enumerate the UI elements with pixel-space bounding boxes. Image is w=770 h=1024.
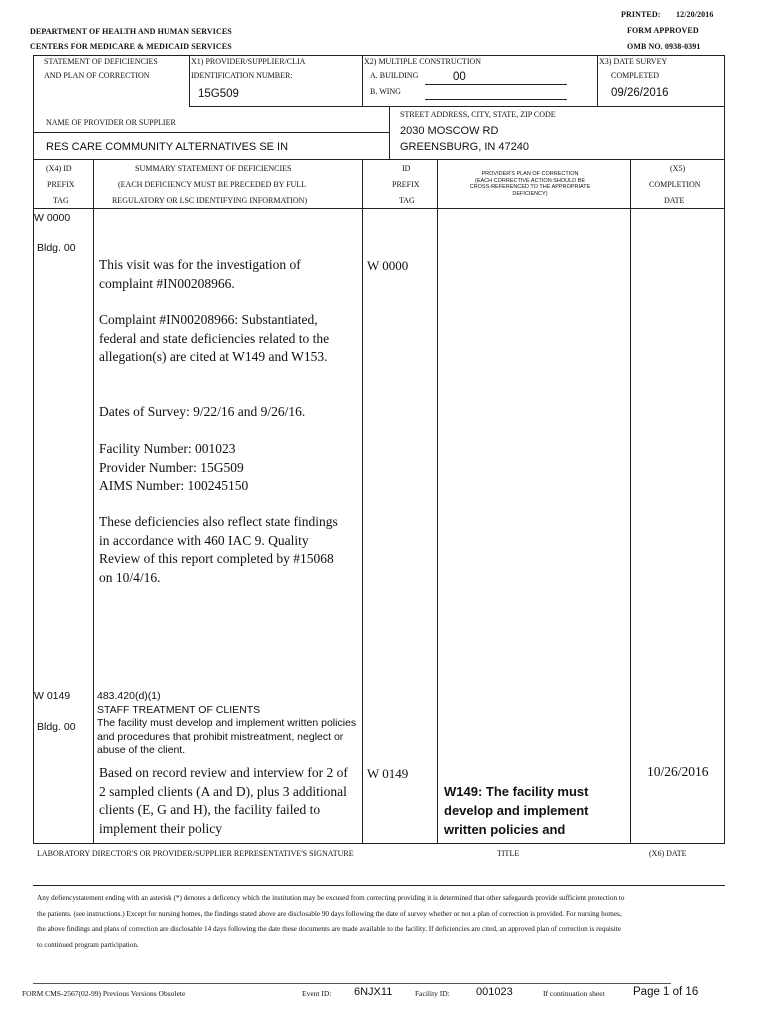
col-date: DATE <box>664 196 685 205</box>
identification-label: IDENTIFICATION NUMBER: <box>191 71 293 80</box>
col-id-tag: TAG <box>399 196 415 205</box>
wing-label: B. WING <box>370 87 401 96</box>
completed-label: COMPLETED <box>611 71 659 80</box>
col-id: ID <box>402 164 411 173</box>
paragraph-record-review: Based on record review and interview for 2 of 2 sampled clients (A and D), plus 3 additional clients (E, G and H), the facility failed to implement their policy <box>99 765 348 836</box>
event-id-value: 6NJX11 <box>354 986 393 998</box>
id-w0000: W 0000 <box>367 258 409 273</box>
director-signature-label: LABORATORY DIRECTOR'S OR PROVIDER/SUPPLIER REPRESENTATIVE'S SIGNATURE <box>37 849 354 858</box>
plan-of-correction-text: W149: The facility must develop and implement written policies and <box>444 784 589 837</box>
paragraph-visit: This visit was for the investigation of complaint #IN00208966. <box>99 257 301 291</box>
date-survey-value: 09/26/2016 <box>611 87 669 99</box>
provider-id-label: X1) PROVIDER/SUPPLIER/CLIA <box>191 57 306 66</box>
date-survey-label: X3) DATE SURVEY <box>599 57 668 66</box>
x6-date-label: (X6) DATE <box>649 849 687 858</box>
provider-name-label: NAME OF PROVIDER OR SUPPLIER <box>46 118 176 127</box>
regulation-block: 483.420(d)(1) STAFF TREATMENT OF CLIENTS The facility must develop and implement written policies and procedures that prohibit mistreatment, neglect or abuse of the client. <box>97 690 357 756</box>
bldg-label-2: Bldg. 00 <box>37 721 76 733</box>
building-value: 00 <box>453 71 466 83</box>
disclosure-footnote: Any defiencystatement ending with an asterisk (*) denotes a deficency which the institution may be excused from correcting providing it is determined that other safegaurds provide sufficient protection to the patients. (see instructions.) Except for nursing homes, the findings stated above are disclosable 90 days following the date of survey whether or not a plan of correction is provided. For nursing homes, the above findings and plans of correction are disclosable 14 days following the date these documents are made available to the facility. If deficiencies are cited, an approved plan of correction is requisite to continued program participation. <box>37 894 625 949</box>
col-id-prefix: PREFIX <box>392 180 420 189</box>
form-identifier: FORM CMS-2567(02-99) Previous Versions Obsolete <box>22 989 186 998</box>
multiple-construction-label: X2) MULTIPLE CONSTRUCTION <box>364 57 482 66</box>
col-plan-heading: PROVIDER'S PLAN OF CORRECTION (EACH CORRECTIVE ACTION SHOULD BE CROSS-REFERENCED TO THE APPROPRIATE DEFICIENCY) <box>469 171 591 197</box>
department-name: DEPARTMENT OF HEALTH AND HUMAN SERVICES <box>30 27 232 36</box>
col-summary-3: REGULATORY OR LSC IDENTIFYING INFORMATION) <box>112 196 308 205</box>
title-label: TITLE <box>497 849 520 858</box>
col-x5: (X5) <box>670 164 686 173</box>
col-x4-id: (X4) ID <box>46 164 72 173</box>
paragraph-complaint: Complaint #IN00208966: Substantiated, federal and state deficiencies related to the allegation(s) are cited at W149 and W153. <box>99 312 330 364</box>
col-summary-2: (EACH DEFICIENCY MUST BE PRECEDED BY FULL <box>118 180 307 189</box>
centers-name: CENTERS FOR MEDICARE & MEDICAID SERVICES <box>30 42 232 51</box>
building-label: A. BUILDING <box>370 71 419 80</box>
completion-date: 10/26/2016 <box>647 764 709 779</box>
continuation-label: If continuation sheet <box>543 989 605 998</box>
col-x4-prefix: PREFIX <box>47 180 75 189</box>
address-line2: GREENSBURG, IN 47240 <box>400 141 529 153</box>
col-completion: COMPLETION <box>649 180 701 189</box>
printed-date: 12/20/2016 <box>676 10 714 19</box>
col-x4-tag: TAG <box>53 196 69 205</box>
tag-w0000: W 0000 <box>34 212 71 224</box>
id-w0149: W 0149 <box>367 766 409 781</box>
paragraph-dates: Dates of Survey: 9/22/16 and 9/26/16. <box>99 404 306 419</box>
address-line1: 2030 MOSCOW RD <box>400 125 499 137</box>
paragraph-state-findings: These deficiencies also reflect state findings in accordance with 460 IAC 9. Quality Review of this report completed by #15068 on 10/4/16. <box>99 514 338 585</box>
statement-label: STATEMENT OF DEFICIENCIES <box>44 57 158 66</box>
omb-number: OMB NO. 0938-0391 <box>627 42 701 51</box>
page-number: Page 1 of 16 <box>633 986 699 998</box>
event-id-label: Event ID: <box>302 989 332 998</box>
bldg-label-1: Bldg. 00 <box>37 242 76 254</box>
printed-label: PRINTED: <box>621 10 661 19</box>
facility-id-value: 001023 <box>476 986 513 998</box>
facility-id-label: Facility ID: <box>415 989 450 998</box>
provider-name-value: RES CARE COMMUNITY ALTERNATIVES SE IN <box>46 141 289 153</box>
provider-id-value: 15G509 <box>198 88 239 100</box>
form-approved: FORM APPROVED <box>627 26 699 35</box>
plan-label: AND PLAN OF CORRECTION <box>44 71 150 80</box>
tag-w0149: W 0149 <box>34 690 71 702</box>
paragraph-facility-numbers: Facility Number: 001023 Provider Number: 15G509 AIMS Number: 100245150 <box>99 441 249 493</box>
col-summary-1: SUMMARY STATEMENT OF DEFICIENCIES <box>135 164 292 173</box>
address-label: STREET ADDRESS, CITY, STATE, ZIP CODE <box>400 110 556 119</box>
